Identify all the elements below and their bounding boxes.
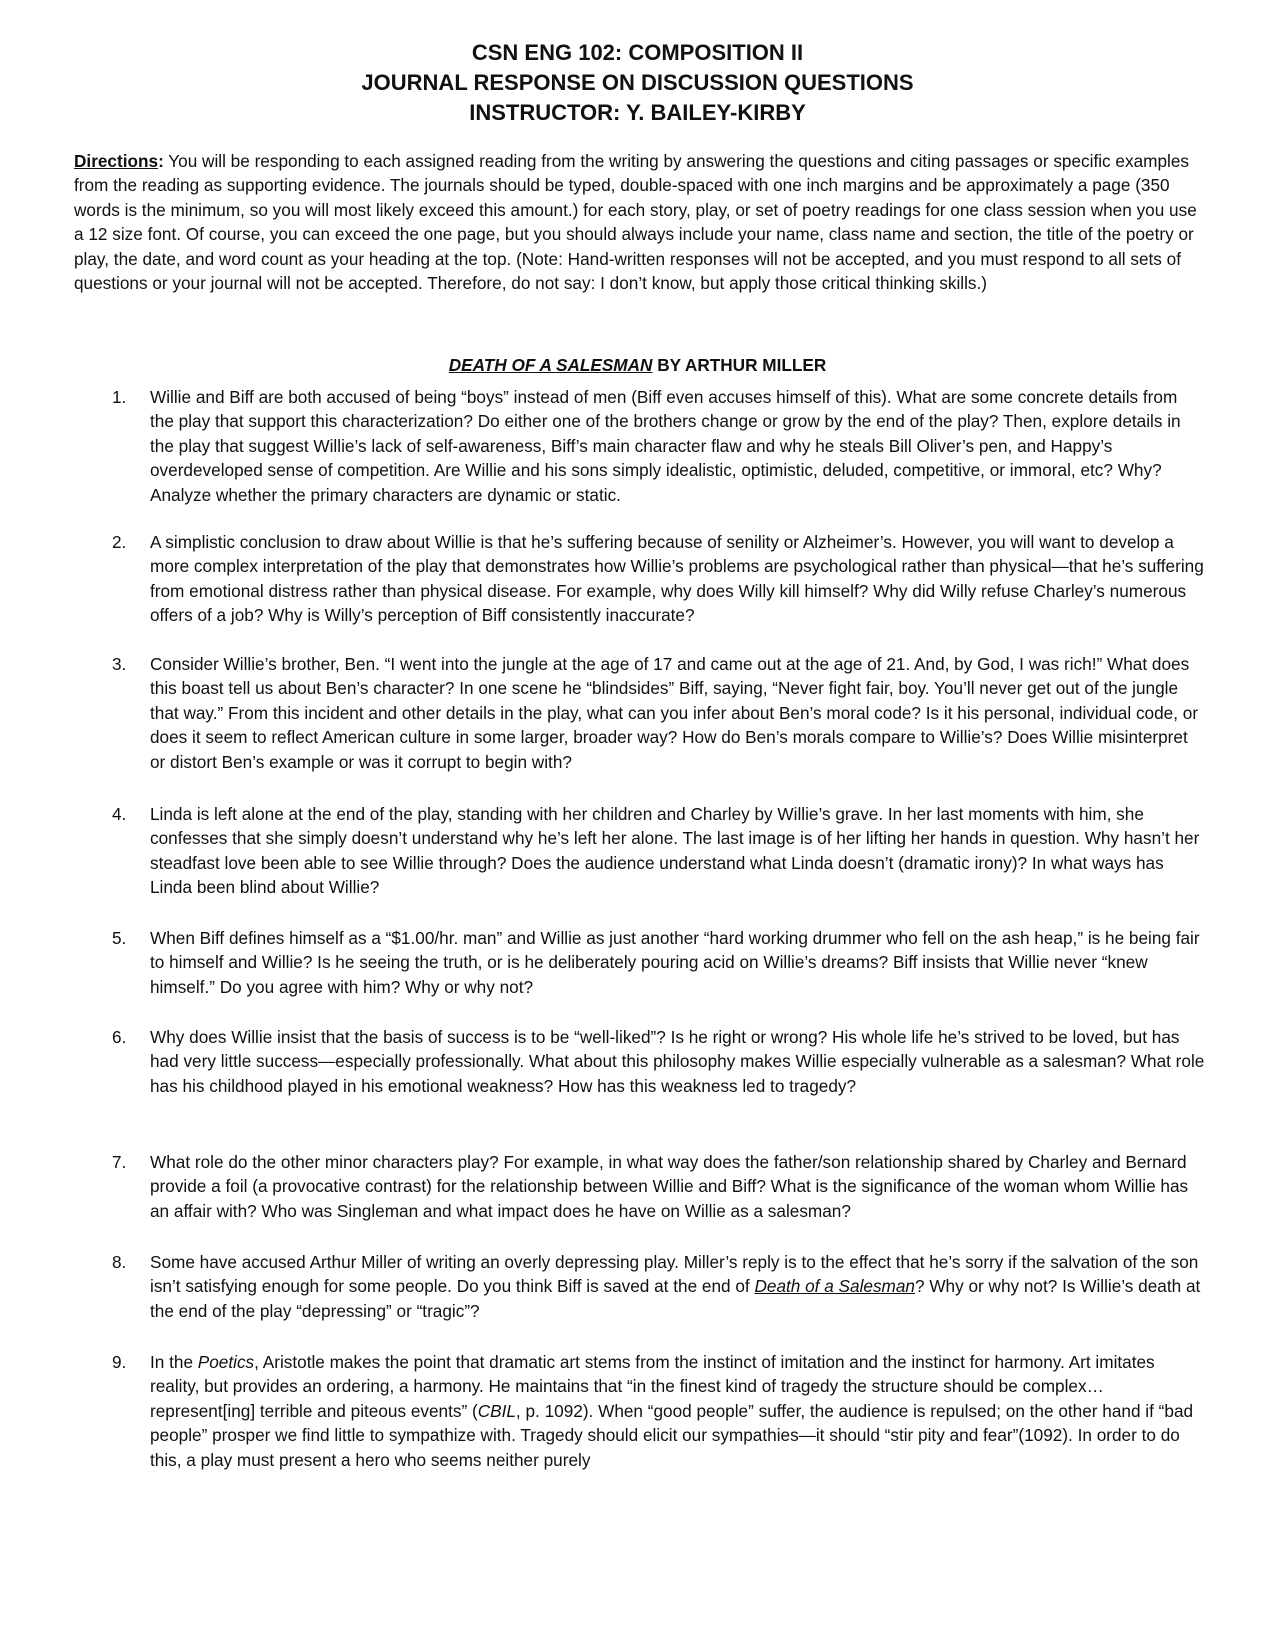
question-text-part: Some have accused Arthur Miller of writing an overly depressing play. Miller’s reply is to the effect that he’s sorry if the salvation of the son isn’t satisfying enough for some people. Do you think Biff is saved at the end of — [150, 1252, 1199, 1297]
question-number: 1. — [112, 387, 127, 407]
question-number: 3. — [112, 654, 127, 674]
cbil-reference: CBIL — [477, 1400, 516, 1421]
document-header — [0, 38, 1275, 128]
section-work-title: DEATH OF A SALESMAN — [448, 355, 653, 375]
directions-label: Directions — [74, 151, 159, 171]
question-number: 8. — [112, 1252, 127, 1272]
question-text: Consider Willie’s brother, Ben. “I went into the jungle at the age of 17 and came out at the age of 21. And, by God, I was rich!” What does this boast tell us about Ben’s character? In one scene he “blindsides” Biff, saying, “Never fight fair, boy. You’ll never get out of the jungle that way.” From this incident and other details in the play, what can you infer about Ben’s moral code? Is it his personal, individual code, or does it seem to reflect American culture in some larger, broader way? How do Ben’s morals compare to Willie’s? Does Willie misinterpret or distort Ben’s example or was it corrupt to begin with? — [150, 654, 1199, 772]
question-text — [150, 1350, 1205, 1472]
section-author: BY ARTHUR MILLER — [652, 355, 827, 375]
question-text-part: , Aristotle makes the point that dramatic art stems from the instinct of imitation and the instinct for harmony. Art imitates reality, but provides an ordering, a harmony. He maintains that “in the finest kind of tragedy the structure should be complex…represent[ing] terrible and piteous events” ( — [150, 1352, 1155, 1421]
poetics-reference: Poetics — [197, 1352, 255, 1372]
question-text-part: , p. 1092). When “good people” suffer, the audience is repulsed; on the other hand if “bad people” prosper we find little to sympathize with. Tragedy should elicit our sympathies—it should “stir pity and fear”(1092). In order to do this, a play must present a hero who seems neither purely — [150, 1400, 1194, 1470]
question-number: 4. — [112, 804, 127, 824]
question-text: Linda is left alone at the end of the play, standing with her children and Charley by Willie’s grave. In her last moments with him, she confesses that she simply doesn’t understand why he’s left her alone. The last image is of her lifting her hands in question. Why hasn’t her steadfast love been able to see Willie through? Does the audience understand what Linda doesn’t (dramatic irony)? In what ways has Linda been blind about Willie? — [150, 804, 1200, 898]
question-text — [150, 1250, 1205, 1323]
directions-paragraph — [74, 149, 1204, 295]
course-title: CSN ENG 102: COMPOSITION II — [471, 40, 804, 65]
question-number: 5. — [112, 928, 127, 948]
question-text-part: ? Why or why not? Is Willie’s death at the end of the play “depressing” or “tragic”? — [150, 1276, 1201, 1321]
question-number: 2. — [112, 532, 127, 552]
directions-text: You will be responding to each assigned reading from the writing by answering the questions and citing passages or specific examples from the reading as supporting evidence. The journals should be typed, double-spaced with one inch margins and be approximately a page (350 words is the minimum, so you will most likely exceed this amount.) for each story, play, or set of poetry readings for one class session when you use a 12 size font. Of course, you can exceed the one page, but you should always include your name, class name and section, the title of the poetry or play, the date, and word count as your heading at the top. (Note: Hand-written responses will not be accepted, and you must respond to all sets of questions or your journal will not be accepted. Therefore, do not say: I don’t know, but apply those critical thinking skills.) — [74, 151, 1197, 294]
play-title-reference: Death of a Salesman — [754, 1276, 915, 1297]
question-number: 7. — [112, 1152, 127, 1172]
question-text: Why does Willie insist that the basis of success is to be “well-liked”? Is he right or wrong? His whole life he’s strived to be loved, but has had very little success—especially professionally. What about this philosophy makes Willie especially vulnerable as a salesman? What role has his childhood played in his emotional weakness? How has this weakness led to tragedy? — [150, 1027, 1205, 1096]
assignment-title: JOURNAL RESPONSE ON DISCUSSION QUESTIONS — [361, 70, 914, 95]
question-text: A simplistic conclusion to draw about Willie is that he’s suffering because of senility or Alzheimer’s. However, you will want to develop a more complex interpretation of the play that demonstrates how Willie’s problems are psychological rather than physical—that he’s suffering from emotional distress rather than physical disease. For example, why does Willy kill himself? Why did Willy refuse Charley’s numerous offers of a job? Why is Willy’s perception of Biff consistently inaccurate? — [150, 532, 1204, 626]
instructor-line: INSTRUCTOR: Y. BAILEY-KIRBY — [469, 100, 806, 125]
section-title — [0, 353, 1275, 377]
question-text: When Biff defines himself as a “$1.00/hr. man” and Willie as just another “hard working drummer who fell on the ash heap,” is he being fair to himself and Willie? Is he seeing the truth, or is he deliberately pouring acid on Willie’s dreams? Biff insists that Willie never “knew himself.” Do you agree with him? Why or why not? — [150, 928, 1200, 997]
directions-colon: : — [158, 151, 164, 171]
question-text: Willie and Biff are both accused of being “boys” instead of men (Biff even accuses himself of this). What are some concrete details from the play that support this characterization? Do either one of the brothers change or grow by the end of the play? Then, explore details in the play that suggest Willie’s lack of self-awareness, Biff’s main character flaw and why he steals Bill Oliver’s pen, and Happy’s overdeveloped sense of competition. Are Willie and his sons simply idealistic, optimistic, deluded, competitive, or immoral, etc? Why? Analyze whether the primary characters are dynamic or static. — [150, 387, 1181, 505]
question-text: What role do the other minor characters play? For example, in what way does the father/son relationship shared by Charley and Bernard provide a foil (a provocative contrast) for the relationship between Willie and Biff? What is the significance of the woman whom Willie has an affair with? Who was Singleman and what impact does he have on Willie as a salesman? — [150, 1152, 1189, 1221]
question-number: 9. — [112, 1352, 127, 1372]
question-number: 6. — [112, 1027, 127, 1047]
question-text-part: In the — [150, 1352, 198, 1372]
